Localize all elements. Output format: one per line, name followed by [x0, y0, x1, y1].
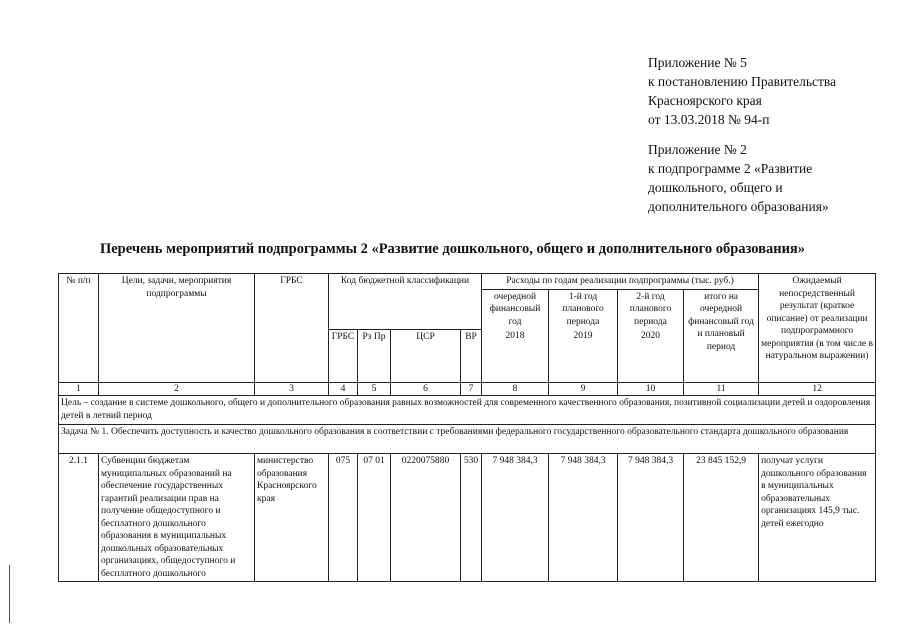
appendix-line: к постановлению Правительства	[648, 74, 837, 89]
header-row-1	[59, 274, 876, 290]
header-year-plan1: 1-й год планового периода	[549, 289, 618, 329]
appendix-line: дополнительного образования»	[648, 199, 829, 214]
appendix-line: Приложение № 2	[648, 142, 747, 157]
column-number: 2	[99, 382, 255, 396]
measure-code-grbs: 075	[329, 454, 358, 582]
header-code-grbs: ГРБС	[329, 329, 358, 382]
goal-row	[59, 396, 876, 425]
header-goals: Цели, задачи, мероприятия подпрограммы	[99, 274, 255, 383]
measure-code-csr: 0220075880	[391, 454, 461, 582]
header-code-csr: ЦСР	[391, 329, 461, 382]
column-number: 8	[482, 382, 549, 396]
measure-code-rzpr: 07 01	[358, 454, 391, 582]
appendix-5-block	[648, 53, 836, 129]
column-number: 5	[358, 382, 391, 396]
appendix-2-block	[648, 140, 829, 216]
measure-result: получат услуги дошкольного образования в муниципальных образовательных организациях 145,9 тыс. детей ежегодно	[759, 454, 876, 582]
column-number: 6	[391, 382, 461, 396]
header-num: № п/п	[59, 274, 99, 383]
appendix-line: Приложение № 5	[648, 55, 747, 70]
document-title: Перечень мероприятий подпрограммы 2 «Развитие дошкольного, общего и дополнительного образования»	[99, 241, 806, 257]
column-number: 9	[549, 382, 618, 396]
header-code-rzpr: Рз Пр	[358, 329, 391, 382]
measure-code-vr: 530	[461, 454, 482, 582]
measure-amount-2020: 7 948 384,3	[618, 454, 684, 582]
measure-grbs: министерство образования Красноярского края	[255, 454, 329, 582]
scan-margin-line	[9, 565, 10, 623]
measure-amount-2019: 7 948 384,3	[549, 454, 618, 582]
header-year-2019: 2019	[549, 329, 618, 382]
column-number: 3	[255, 382, 329, 396]
header-code-vr: ВР	[461, 329, 482, 382]
header-expected-result: Ожидаемый непосредственный результат (краткое описание) от реализации подпрограммного мероприятия (в том числе в натуральном выражении)	[759, 274, 876, 383]
header-expenses: Расходы по годам реализации подпрограммы (тыс. руб.)	[482, 274, 759, 290]
column-number: 7	[461, 382, 482, 396]
column-number: 10	[618, 382, 684, 396]
measure-row	[59, 454, 876, 582]
measure-num: 2.1.1	[59, 454, 99, 582]
measure-amount-2018: 7 948 384,3	[482, 454, 549, 582]
header-grbs: ГРБС	[255, 274, 329, 383]
measure-amount-total: 23 845 152,9	[684, 454, 759, 582]
appendix-line: к подпрограмме 2 «Развитие	[648, 161, 813, 176]
column-number: 4	[329, 382, 358, 396]
measures-table	[58, 273, 876, 582]
column-number: 11	[684, 382, 759, 396]
header-total: итого на очередной финансовый год и плановый период	[684, 289, 759, 382]
measure-name: Субвенции бюджетам муниципальных образований на обеспечение государственных гарантий реализации прав на получение общедоступного и бесплатного дошкольного образования в муниципальных дошкольных образовательных организациях, общедоступного и бесплатного дошкольного	[99, 454, 255, 582]
goal-text: Цель – создание в системе дошкольного, общего и дополнительного образования равных возможностей для современного качественного образования, позитивной социализации детей и оздоровления детей в летний период	[59, 396, 876, 425]
appendix-line: дошкольного, общего и	[648, 180, 783, 195]
header-year-current: очередной финансовый год	[482, 289, 549, 329]
task-text: Задача № 1. Обеспечить доступность и качество дошкольного образования в соответствии с требованиями федерального государственного образовательного стандарта дошкольного образования	[59, 425, 876, 454]
header-year-plan2: 2-й год планового периода	[618, 289, 684, 329]
header-budget-code: Код бюджетной классификации	[329, 274, 482, 330]
task-row	[59, 425, 876, 454]
appendix-line: от 13.03.2018 № 94-п	[648, 112, 770, 127]
header-year-2018: 2018	[482, 329, 549, 382]
column-number: 1	[59, 382, 99, 396]
column-number-row	[59, 382, 876, 396]
column-number: 12	[759, 382, 876, 396]
appendix-line: Красноярского края	[648, 93, 762, 108]
header-year-2020: 2020	[618, 329, 684, 382]
